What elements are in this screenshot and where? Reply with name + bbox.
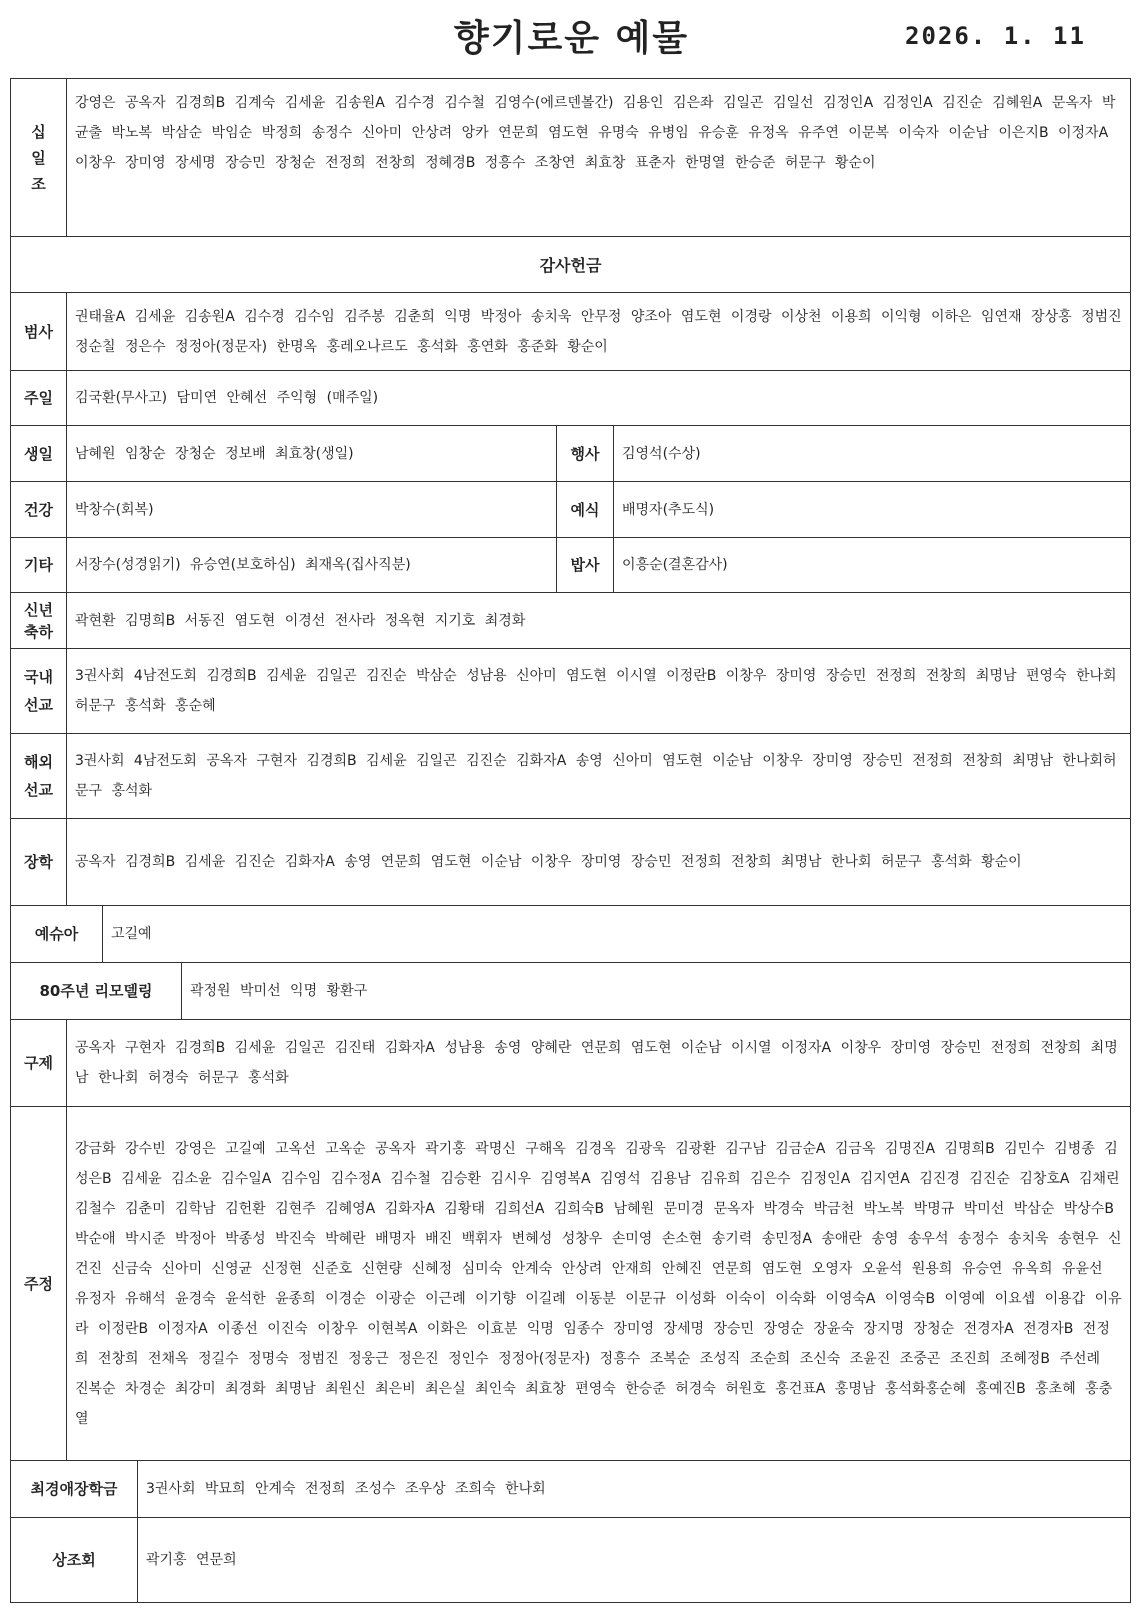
section-choi-scholarship <box>11 1461 1130 1518</box>
section-label: 상조회 <box>11 1518 138 1602</box>
section-names: 3권사회 4남전도회 공옥자 구현자 김경희B 김세윤 김일곤 김진순 김화자A 송영 신아미 염도현 이순남 이창우 장미영 장승민 전정희 전창희 최명남 한나회허문구 홍석화 <box>75 753 1117 799</box>
section-mutual-aid <box>11 1518 1130 1602</box>
section-names: 김국환(무사고) 담미연 안혜선 주익형 (매주일) <box>75 390 379 406</box>
section-label: 구제 <box>11 1020 67 1106</box>
section-label: 최경애장학금 <box>11 1461 138 1517</box>
section-label <box>11 649 67 733</box>
section-names: 권태율A 김세윤 김송원A 김수경 김수임 김주봉 김춘희 익명 박정아 송치욱 안무정 양조아 염도현 이경랑 이상천 이용희 이익형 이하은 임연재 장상홍 정범진 정순칠 정은수 정정아(정문자) 한명옥 홍레오나르도 홍석화 홍연화 홍준화 황순이 <box>75 308 1122 355</box>
section-names: 강영은 공옥자 김경희B 김계숙 김세윤 김송원A 김수경 김수철 김영수(에르덴볼간) 김용인 김은좌 김일곤 김일선 김정인A 김정인A 김진순 김혜원A 문옥자 박균출 박노복 박삼순 박임순 박정희 송정수 신아미 안상려 앙카 연문희 염도현 유명숙 유병임 유승훈 유정옥 유주연 이문복 이숙자 이순남 이은지B 이정자A 이창우 장미영 장세명 장승민 장청순 전정희 전창희 정혜경B 정흥수 조창연 최효창 표춘자 한명열 한승준 허문구 황순이 <box>75 95 1116 171</box>
section-label: 장학 <box>11 819 67 905</box>
section-names: 서장수(성경읽기) 유승연(보호하심) 최재옥(집사직분) <box>75 557 411 573</box>
section-names: 고길예 <box>111 926 152 942</box>
section-heading-thanksgiving <box>11 237 1130 293</box>
heading-text: 감사헌금 <box>539 256 602 275</box>
label-line: 국내 <box>24 668 53 686</box>
section-remodeling <box>11 963 1130 1020</box>
section-label: 기타 <box>11 538 67 592</box>
section-label: 주일 <box>11 371 67 425</box>
section-label: 생일 <box>11 426 67 481</box>
label-char: 조 <box>31 174 46 193</box>
section-label <box>11 734 67 818</box>
section-names: 강금화 강수빈 강영은 고길예 고옥선 고옥순 공옥자 곽기홍 곽명신 구해옥 김경옥 김광욱 김광환 김구남 김금순A 김금옥 김명진A 김명희B 김민수 김병종 김성은B 김세윤 김소윤 김수일A 김수임 김수정A 김수철 김승환 김시우 김영복A 김영석 김용남 김유희 김은수 김정인A 김지연A 김진경 김진순 김창호A 김채린 김철수 김춘미 김학남 김헌환 김현주 김혜영A 김화자A 김황태 김희선A 김희숙B 남혜원 문미경 문옥자 박경숙 박금천 박노복 박명규 박미선 박삼순 박상수B 박순애 박시준 박정아 박종성 박진숙 박혜란 배명자 배진 백휘자 변혜성 성창우 손미영 손소현 송기력 송민정A 송애란 송영 송우석 송정수 송치욱 송현우 신건진 신금숙 신아미 신영균 신정현 신준호 신현량 신혜정 심미숙 안계숙 안상려 안재희 안혜진 연문희 염도현 오영자 오윤석 원용희 유승연 유옥희 유윤선 유정자 유해석 윤경숙 윤석한 윤종희 이경순 이광순 이근례 이기향 이길례 이동분 이문규 이성화 이숙이 이숙화 이영숙A 이영숙B 이영예 이요셉 이용갑 이유라 이정란B 이정자A 이종선 이진숙 이창우 이현복A 이화은 이효분 익명 임종수 장미영 장세명 장승민 장영순 장윤숙 장지명 장청순 전경자A 전경자B 전정희 전창희 전채옥 정길수 정명숙 정범진 정웅근 정은진 정인수 정정아(정문자) 정흥수 조복순 조성직 조순희 조신숙 조윤진 조중곤 조진희 조혜정B 주선례 진복순 차경순 최강미 최경화 최명남 최원신 최은비 최은실 최인숙 최효창 편영숙 한승준 허경숙 허원호 홍건표A 홍명남 홍석화홍순혜 홍예진B 홍초혜 홍충열 <box>75 1140 1122 1427</box>
section-label <box>11 593 67 648</box>
section-names: 3권사회 4남전도회 김경희B 김세윤 김일곤 김진순 박삼순 성남용 신아미 염도현 이시열 이정란B 이창우 장미영 장승민 전정희 전창희 최명남 편영숙 한나회 허문구 홍석화 홍순혜 <box>75 668 1117 714</box>
section-names: 곽정원 박미선 익명 황환구 <box>190 983 368 999</box>
label-line: 신년 <box>24 600 53 619</box>
section-domestic-mission <box>11 649 1130 734</box>
section-label: 밥사 <box>556 538 614 592</box>
section-health-ceremony-row <box>11 482 1130 538</box>
service-date: 2026. 1. 11 <box>905 22 1086 50</box>
section-names: 곽기홍 연문희 <box>146 1552 237 1568</box>
section-names: 김영석(수상) <box>622 445 701 462</box>
section-new-year <box>11 593 1130 649</box>
section-other-meal-row <box>11 538 1130 593</box>
section-names: 남혜원 임창순 장청순 정보배 최효창(생일) <box>75 445 354 462</box>
section-scholarship <box>11 819 1130 906</box>
label-line: 선교 <box>24 781 53 799</box>
section-beomsa <box>11 293 1130 371</box>
section-jujeong <box>11 1107 1130 1461</box>
label-line: 선교 <box>24 696 53 714</box>
section-label: 주정 <box>11 1107 67 1460</box>
section-names: 배명자(추도식) <box>622 501 715 518</box>
page-title: 향기로운 예물 <box>453 18 690 59</box>
section-label: 범사 <box>11 293 67 370</box>
offerings-table <box>10 78 1131 1603</box>
section-names: 곽현환 김명희B 서동진 염도현 이경선 전사라 정옥현 지기호 최경화 <box>75 612 526 629</box>
section-label: 예슈아 <box>11 906 103 962</box>
label-line: 축하 <box>24 622 53 641</box>
label-char: 일 <box>31 148 46 167</box>
section-relief <box>11 1020 1130 1107</box>
section-birthday-event-row <box>11 426 1130 482</box>
section-names: 공옥자 김경희B 김세윤 김진순 김화자A 송영 연문희 염도현 이순남 이창우 장미영 장승민 전정희 전창희 최명남 한나회 허문구 홍석화 황순이 <box>75 854 1022 870</box>
section-juil <box>11 371 1130 426</box>
section-yeshua <box>11 906 1130 963</box>
section-label <box>11 79 67 236</box>
label-line: 해외 <box>24 753 53 771</box>
section-names: 이흥순(결혼감사) <box>622 557 728 573</box>
section-label: 예식 <box>556 482 614 537</box>
section-overseas-mission <box>11 734 1130 819</box>
section-names: 공옥자 구현자 김경희B 김세윤 김일곤 김진태 김화자A 성남용 송영 양혜란 연문희 염도현 이순남 이시열 이정자A 이창우 장미영 장승민 전정희 전창희 최명남 한나회 허경숙 허문구 홍석화 <box>75 1040 1118 1086</box>
section-label: 행사 <box>556 426 614 481</box>
section-names: 3권사회 박묘희 안계숙 전정희 조성수 조우상 조희숙 한나회 <box>146 1481 546 1497</box>
section-names: 박창수(회복) <box>75 501 154 518</box>
section-tithe <box>11 79 1130 237</box>
section-label: 80주년 리모델링 <box>11 963 182 1019</box>
label-char: 십 <box>31 122 46 141</box>
section-label: 건강 <box>11 482 67 537</box>
